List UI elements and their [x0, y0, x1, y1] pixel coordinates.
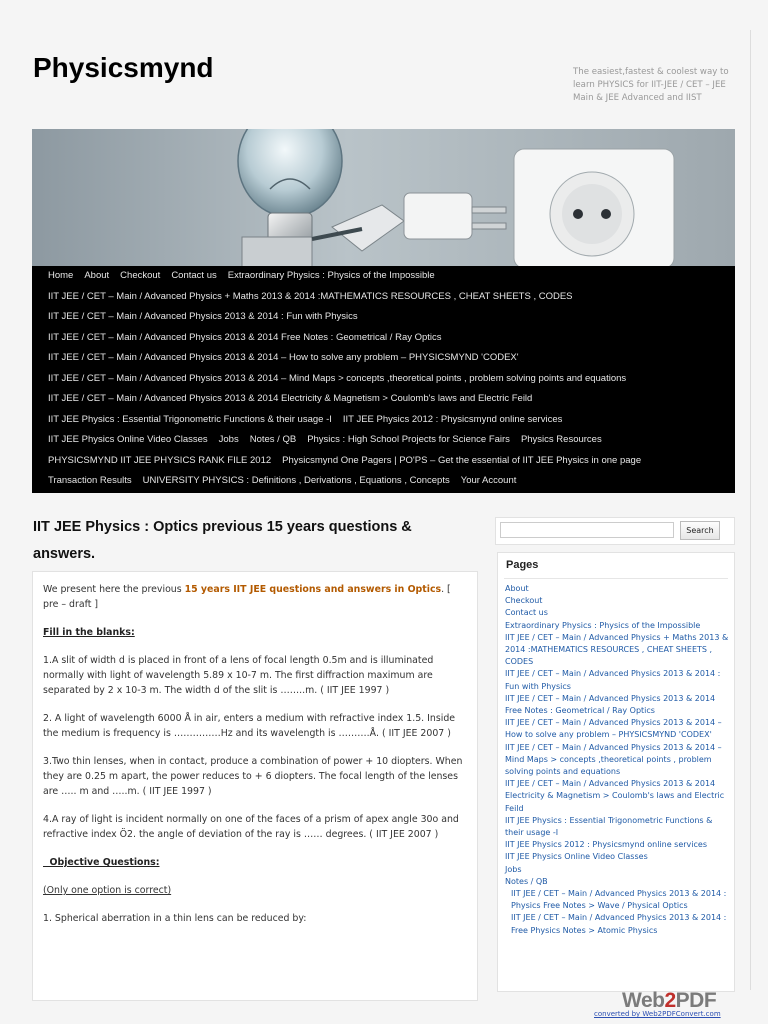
search-widget	[495, 517, 735, 545]
nav-row	[48, 270, 446, 281]
search-input[interactable]	[500, 522, 674, 538]
nav-row	[48, 393, 543, 404]
nav-item-one-pagers[interactable]: Physicsmynd One Pagers | PO'PS – Get the essential of IIT JEE Physics in one page	[282, 455, 642, 466]
sidebar-page-link[interactable]: IIT JEE / CET – Main / Advanced Physics 2013 & 2014 : Fun with Physics	[505, 669, 721, 691]
post-title[interactable]: IIT JEE Physics : Optics previous 15 years questions & answers.	[33, 519, 412, 562]
sidebar-page-link[interactable]: Jobs	[505, 864, 522, 874]
objective-heading: Objective Questions:	[43, 857, 160, 868]
nav-item-science-fairs[interactable]: Physics : High School Projects for Science Fairs	[307, 434, 510, 445]
sidebar-page-link[interactable]: IIT JEE Physics 2012 : Physicsmynd online services	[505, 840, 708, 850]
sidebar-page-link[interactable]: About	[505, 584, 529, 593]
nav-item-transaction-results[interactable]: Transaction Results	[48, 475, 132, 486]
header-banner-image	[32, 129, 735, 268]
site-title[interactable]: Physicsmynd	[33, 52, 214, 83]
nav-item-home[interactable]: Home	[48, 270, 74, 281]
post-content	[32, 571, 478, 1001]
intro-paragraph	[43, 582, 467, 612]
nav-row	[48, 332, 453, 343]
nav-row	[48, 475, 527, 486]
nav-item-online-services[interactable]: IIT JEE Physics 2012 : Physicsmynd online services	[342, 414, 563, 425]
sidebar-page-link[interactable]: Extraordinary Physics : Physics of the Impossible	[505, 620, 701, 630]
nav-item-about[interactable]: About	[84, 270, 110, 281]
sidebar-page-link[interactable]: IIT JEE / CET – Main / Advanced Physics 2013 & 2014 – Mind Maps > concepts ,theoretical points , problem solving points and equations	[505, 742, 722, 777]
nav-item-trigonometric-functions[interactable]: IIT JEE Physics : Essential Trigonometric Functions & their usage -I	[48, 414, 332, 425]
nav-item-extraordinary-physics[interactable]: Extraordinary Physics : Physics of the Impossible	[227, 270, 435, 281]
nav-item-rank-file[interactable]: PHYSICSMYND IIT JEE PHYSICS RANK FILE 2012	[48, 455, 272, 466]
sidebar-page-link[interactable]: Notes / QB	[505, 876, 548, 886]
nav-item-mind-maps[interactable]: IIT JEE / CET – Main / Advanced Physics 2013 & 2014 – Mind Maps > concepts ,theoretical points , problem solving points and equations	[48, 373, 627, 384]
nav-item-codex[interactable]: IIT JEE / CET – Main / Advanced Physics 2013 & 2014 – How to solve any problem – PHYSICSMYND 'CODEX'	[48, 352, 519, 363]
sidebar-page-link[interactable]: IIT JEE / CET – Main / Advanced Physics 2013 & 2014 Free Notes : Geometrical / Ray Optics	[505, 693, 716, 716]
pages-widget-title: Pages	[506, 559, 539, 571]
sidebar-page-link[interactable]: IIT JEE / CET – Main / Advanced Physics 2013 & 2014 : Physics Free Notes > Wave / Physical Optics	[511, 889, 727, 911]
question-4: 4.A ray of light is incident normally on one of the faces of a prism of apex angle 30o and refractive index Ö2. the angle of deviation of the ray is …… degrees. ( IIT JEE 2007 )	[43, 814, 459, 840]
pages-list	[498, 583, 734, 937]
converted-by-link[interactable]: converted by Web2PDFConvert.com	[594, 1010, 721, 1018]
nav-item-electricity-magnetism[interactable]: IIT JEE / CET – Main / Advanced Physics 2013 & 2014 Electricity & Magnetism > Coulomb's laws and Electric Feild	[48, 393, 533, 404]
nav-item-checkout[interactable]: Checkout	[120, 270, 161, 281]
lightbulb-plug-illustration	[32, 129, 735, 268]
right-divider	[750, 30, 751, 990]
question-1: 1.A slit of width d is placed in front of a lens of focal length 0.5m and is illuminated normally with light of wavelength 5.89 x 10-7 m. The first diffraction maximum are separated by 2 x 10-3 m. The width d of the slit is ……..m. ( IIT JEE 1997 )	[43, 655, 434, 696]
nav-item-contact[interactable]: Contact us	[171, 270, 217, 281]
pages-divider	[504, 578, 728, 579]
question-2: 2. A light of wavelength 6000 Å in air, enters a medium with refractive index 1.5. Inside the medium is frequency is ……………Hz and its wavelength is ……….Å. ( IIT JEE 2007 )	[43, 713, 456, 739]
nav-row	[48, 455, 652, 466]
intro-draft-note: . [ pre – draft ]	[43, 584, 451, 610]
main-navigation	[32, 266, 735, 493]
sidebar-page-link[interactable]: IIT JEE / CET – Main / Advanced Physics 2013 & 2014 – How to solve any problem – PHYSICSMYND 'CODEX'	[505, 718, 722, 740]
nav-row	[48, 311, 369, 322]
nav-item-notes-qb[interactable]: Notes / QB	[249, 434, 297, 445]
nav-row	[48, 291, 584, 302]
only-one-correct-note: (Only one option is correct)	[43, 885, 172, 896]
intro-highlight: 15 years IIT JEE questions and answers in Optics	[184, 584, 442, 595]
nav-item-video-classes[interactable]: IIT JEE Physics Online Video Classes	[48, 434, 208, 445]
nav-row	[48, 414, 573, 425]
nav-item-jobs[interactable]: Jobs	[218, 434, 239, 445]
nav-item-university-physics[interactable]: UNIVERSITY PHYSICS : Definitions , Derivations , Equations , Concepts	[142, 475, 450, 486]
sidebar-page-link[interactable]: IIT JEE / CET – Main / Advanced Physics + Maths 2013 & 2014 :MATHEMATICS RESOURCES , CHEAT SHEETS , CODES	[505, 632, 729, 667]
search-button[interactable]: Search	[680, 521, 720, 540]
nav-item-physics-resources[interactable]: Physics Resources	[520, 434, 602, 445]
nav-item-maths-resources[interactable]: IIT JEE / CET – Main / Advanced Physics + Maths 2013 & 2014 :MATHEMATICS RESOURCES , CHEAT SHEETS , CODES	[48, 291, 573, 302]
nav-row	[48, 434, 613, 445]
sidebar-page-link[interactable]: IIT JEE / CET – Main / Advanced Physics 2013 & 2014 Electricity & Magnetism > Coulomb's laws and Electric Feild	[505, 779, 725, 813]
sidebar-page-link[interactable]: Checkout	[505, 596, 543, 606]
web2pdf-logo[interactable]: Web2PDF	[622, 989, 717, 1012]
nav-row	[48, 373, 637, 384]
nav-row	[48, 352, 530, 363]
sidebar-page-link[interactable]: IIT JEE / CET – Main / Advanced Physics 2013 & 2014 : Free Physics Notes > Atomic Physics	[511, 913, 727, 935]
nav-item-ray-optics[interactable]: IIT JEE / CET – Main / Advanced Physics 2013 & 2014 Free Notes : Geometrical / Ray Optics	[48, 332, 442, 343]
sidebar-page-link[interactable]: Contact us	[505, 608, 548, 618]
nav-item-fun-with-physics[interactable]: IIT JEE / CET – Main / Advanced Physics 2013 & 2014 : Fun with Physics	[48, 311, 358, 322]
sidebar-page-link[interactable]: IIT JEE Physics : Essential Trigonometric Functions & their usage -I	[505, 815, 713, 838]
nav-item-your-account[interactable]: Your Account	[460, 475, 517, 486]
objective-question-1: 1. Spherical aberration in a thin lens can be reduced by:	[43, 913, 307, 924]
fill-blanks-heading: Fill in the blanks:	[43, 627, 135, 638]
question-3: 3.Two thin lenses, when in contact, produce a combination of power + 10 diopters. When they are 0.25 m apart, the power reduces to + 6 diopters. The focal length of the lenses are ….. m and …..m. ( IIT JEE 1997 )	[43, 756, 463, 797]
pages-widget	[497, 552, 735, 992]
intro-text: We present here the previous	[43, 584, 185, 595]
site-tagline: The easiest,fastest & coolest way to learn PHYSICS for IIT-JEE / CET – JEE Main & JEE Advanced and IIST	[573, 67, 729, 103]
sidebar-page-link[interactable]: IIT JEE Physics Online Video Classes	[505, 852, 648, 862]
